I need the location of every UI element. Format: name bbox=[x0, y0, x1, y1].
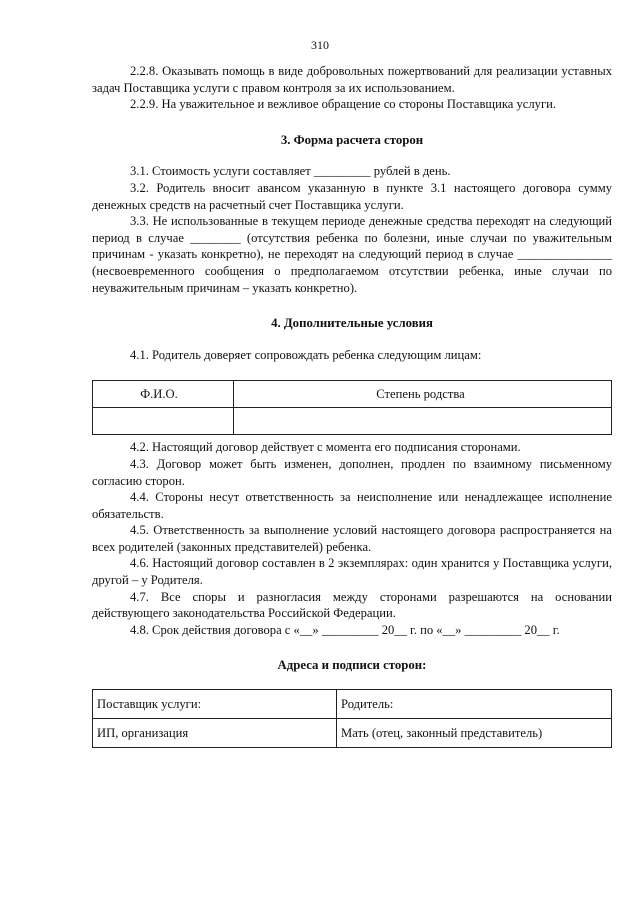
clause-4-5: 4.5. Ответственность за выполнение условий настоящего договора распространяется на всех родителей (законных представителей) ребенка. bbox=[92, 523, 612, 554]
clause-2-2-9: 2.2.9. На уважительное и вежливое обращение со стороны Поставщика услуги. bbox=[130, 97, 557, 112]
section-3-heading: 3. Форма расчета сторон bbox=[280, 132, 424, 147]
document-body bbox=[92, 63, 612, 748]
table-cell-name bbox=[93, 408, 234, 435]
clause-4-6: 4.6. Настоящий договор составлен в 2 экземплярах: один хранится у Поставщика услуги, другой – у Родителя. bbox=[92, 556, 612, 588]
table-cell-relation bbox=[234, 408, 612, 435]
parent-type: Мать (отец, законный представитель) bbox=[337, 719, 612, 748]
provider-label: Поставщик услуги: bbox=[93, 690, 337, 719]
table-row bbox=[93, 408, 612, 435]
clause-4-8: 4.8. Срок действия договора с «__» _________ 20__ г. по «__» _________ 20__ г. bbox=[130, 622, 560, 637]
section-4-heading: 4. Дополнительные условия bbox=[271, 316, 433, 331]
clause-4-4: 4.4. Стороны несут ответственность за неисполнение или ненадлежащее исполнение обязательств. bbox=[92, 490, 612, 521]
clause-4-2: 4.2. Настоящий договор действует с момента его подписания сторонами. bbox=[130, 440, 521, 455]
clause-4-7: 4.7. Все споры и разногласия между сторонами разрешаются на основании действующего законодательства Российской Федерации. bbox=[92, 589, 612, 621]
clause-3-1: 3.1. Стоимость услуги составляет _________ рублей в день. bbox=[130, 164, 451, 179]
clause-4-3: 4.3. Договор может быть изменен, дополнен, продлен по взаимному письменному согласию сторон. bbox=[92, 456, 612, 488]
clause-3-3: 3.3. Не использованные в текущем периоде денежные средства переходят на следующий период в случае ________ (отсутствия ребенка по болезни, иные случаи по уважительным причинам - указать конкретно), не переходят на следующий период в случае _______________ (несвоевременного сообщения о предполагаемом отсутствии ребенка, иные случаи по неуважительным причинам – указать конкретно). bbox=[92, 214, 612, 295]
parent-label: Родитель: bbox=[337, 690, 612, 719]
clause-4-1: 4.1. Родитель доверяет сопровождать ребенка следующим лицам: bbox=[130, 347, 482, 362]
table-row bbox=[93, 690, 612, 719]
provider-type: ИП, организация bbox=[93, 719, 337, 748]
clause-2-2-8: 2.2.8. Оказывать помощь в виде добровольных пожертвований для реализации уставных задач Поставщика услуги с правом контроля за их использованием. bbox=[92, 64, 612, 95]
table-header-relation: Степень родства bbox=[234, 381, 612, 408]
table-header-row bbox=[93, 381, 612, 408]
trusted-persons-table bbox=[92, 380, 612, 435]
signatures-heading: Адреса и подписи сторон: bbox=[277, 658, 427, 673]
clause-3-2: 3.2. Родитель вносит авансом указанную в пункте 3.1 настоящего договора сумму денежных средств на расчетный счет Поставщика услуги. bbox=[92, 180, 612, 212]
table-row bbox=[93, 719, 612, 748]
signatures-table bbox=[92, 689, 612, 748]
table-header-name: Ф.И.О. bbox=[93, 381, 234, 408]
page-number: 310 bbox=[311, 38, 329, 52]
